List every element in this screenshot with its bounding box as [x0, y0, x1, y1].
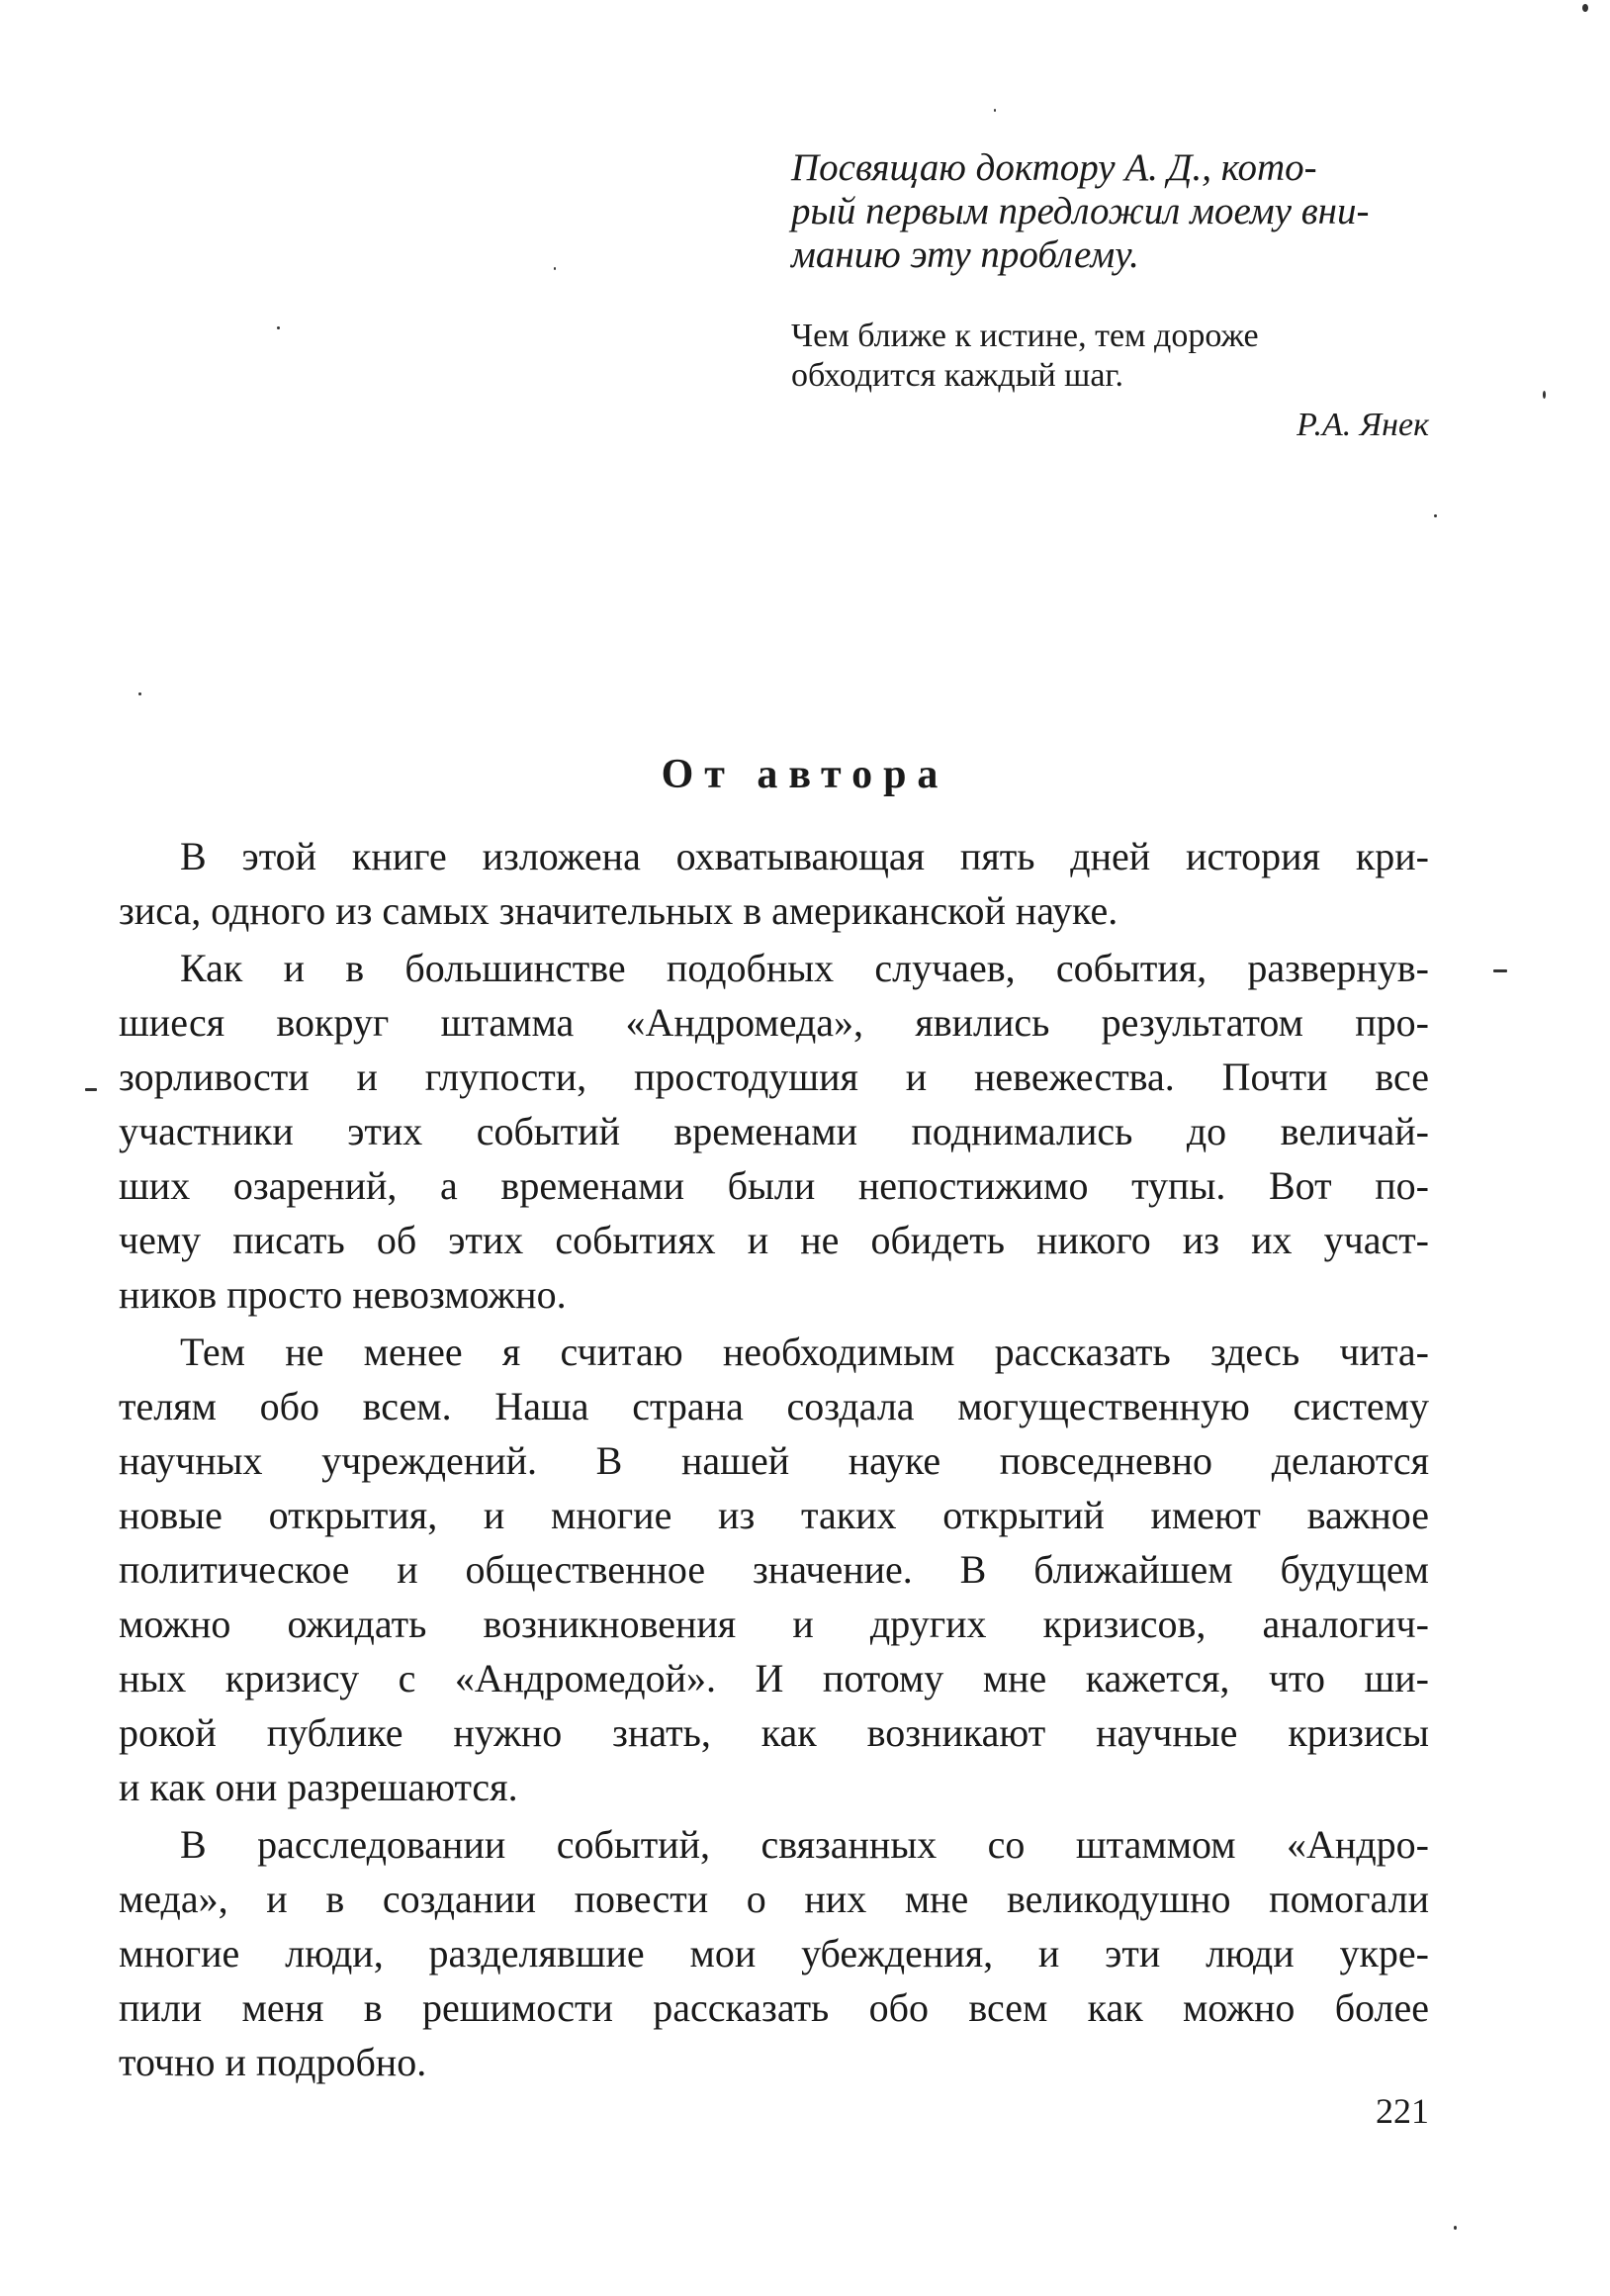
scan-speck — [1543, 391, 1546, 399]
text-line: телям обо всем. Наша страна создала могущественную систему — [119, 1384, 1429, 1428]
scan-speck — [554, 267, 556, 270]
scan-speck — [1493, 969, 1507, 972]
text-line: точно и подробно. — [119, 2040, 427, 2084]
scan-speck — [1454, 2226, 1457, 2230]
text-line: можно ожидать возникновения и других кризисов, аналогич- — [119, 1602, 1429, 1646]
text-line: В расследовании событий, связанных со штаммом «Андро- — [180, 1822, 1429, 1867]
epigraph — [791, 317, 1429, 396]
text-line: политическое и общественное значение. В ближайшем будущем — [119, 1547, 1429, 1592]
dedication-line: Посвящаю доктору А. Д., кото- — [791, 146, 1317, 189]
epigraph-author: Р.А. Янек — [1297, 407, 1429, 443]
dedication-line: манию эту проблему. — [791, 233, 1139, 276]
text-line: пили меня в решимости рассказать обо всем как можно более — [119, 1985, 1429, 2030]
epigraph-line: обходится каждый шаг. — [791, 357, 1124, 394]
scan-speck — [1582, 4, 1588, 12]
scan-speck — [1434, 514, 1437, 517]
text-line: новые открытия, и многие из таких открытий имеют важное — [119, 1493, 1429, 1537]
text-line: рокой публике нужно знать, как возникают научные кризисы — [119, 1710, 1429, 1755]
text-line: ных кризису с «Андромедой». И потому мне кажется, что ши- — [119, 1656, 1429, 1700]
epigraph-line: Чем ближе к истине, тем дороже — [791, 318, 1259, 354]
text-line: В этой книге изложена охватывающая пять дней история кри- — [180, 834, 1429, 878]
text-line: и как они разрешаются. — [119, 1765, 518, 1809]
text-line: Тем не менее я считаю необходимым рассказать здесь чита- — [180, 1330, 1429, 1374]
text-line: участники этих событий временами поднимались до величай- — [119, 1109, 1429, 1153]
text-line: Как и в большинстве подобных случаев, события, развернув- — [180, 946, 1429, 990]
text-line: ших озарений, а временами были непостижимо тупы. Вот по- — [119, 1163, 1429, 1208]
paragraph — [119, 1817, 1429, 2089]
text-line: меда», и в создании повести о них мне великодушно помогали — [119, 1877, 1429, 1921]
text-line: зорливости и глупости, простодушия и невежества. Почти все — [119, 1055, 1429, 1099]
text-line: ников просто невозможно. — [119, 1272, 567, 1317]
body-text — [119, 829, 1429, 2092]
dedication-line: рый первым предложил моему вни- — [791, 190, 1370, 232]
text-line: зиса, одного из самых значительных в американской науке. — [119, 888, 1118, 933]
scan-speck — [138, 692, 141, 695]
dedication — [791, 146, 1429, 277]
text-line: многие люди, разделявшие мои убеждения, и эти люди укре- — [119, 1931, 1429, 1975]
text-line: шиеся вокруг штамма «Андромеда», явились результатом про- — [119, 1000, 1429, 1045]
page-number: 221 — [1376, 2091, 1429, 2131]
section-heading: От автора — [661, 752, 949, 797]
paragraph — [119, 829, 1429, 938]
scan-speck — [994, 109, 996, 112]
paragraph — [119, 941, 1429, 1322]
scan-speck — [85, 1088, 97, 1091]
text-line: чему писать об этих событиях и не обидеть никого из их участ- — [119, 1218, 1429, 1262]
paragraph — [119, 1325, 1429, 1814]
scan-speck — [277, 326, 280, 329]
text-line: научных учреждений. В нашей науке повседневно делаются — [119, 1438, 1429, 1483]
